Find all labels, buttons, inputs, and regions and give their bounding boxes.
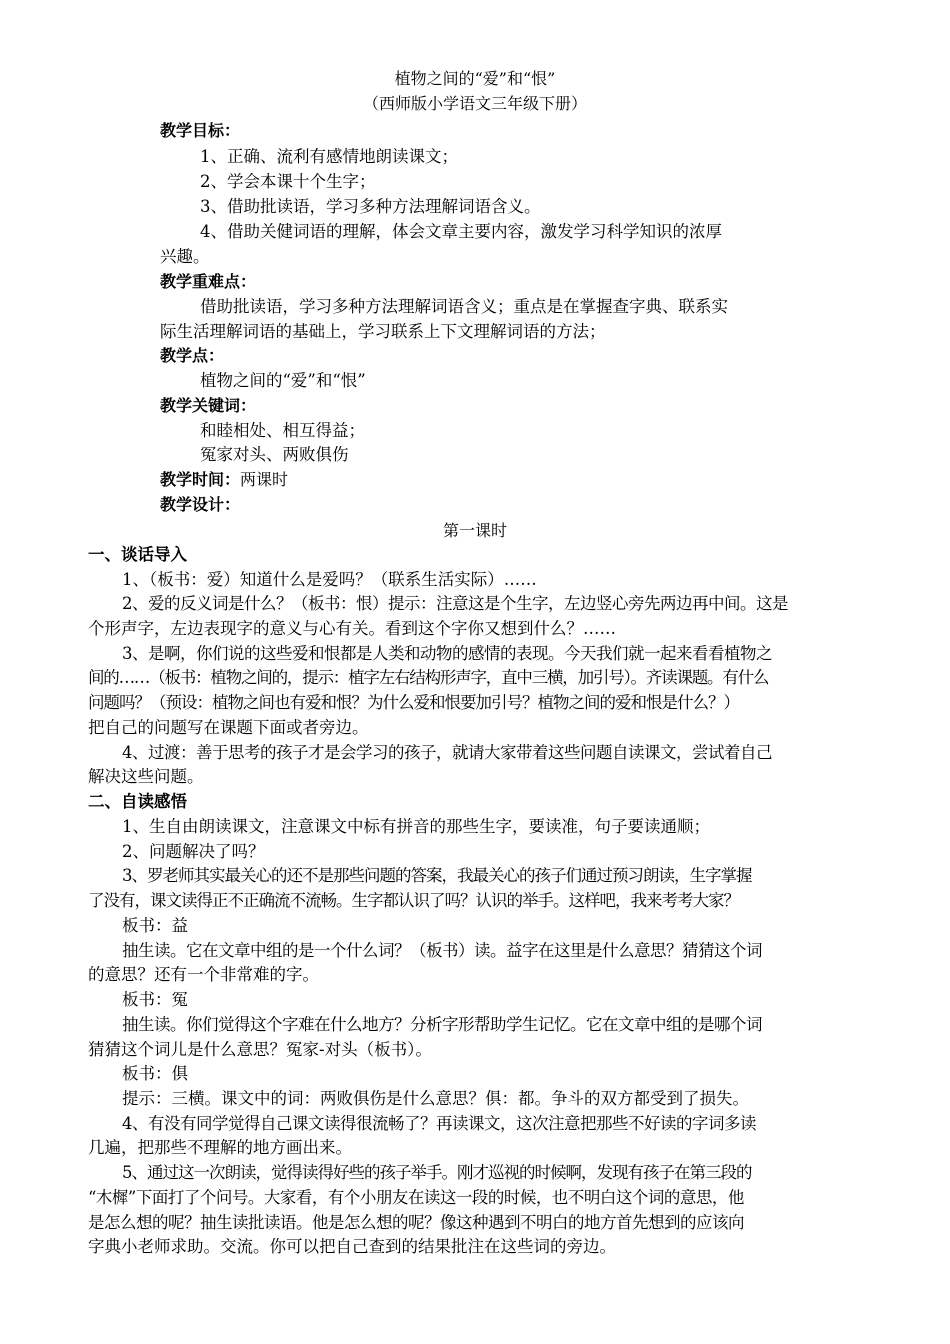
paragraph-line: 问题吗？（预设：植物之间也有爱和恨？为什么爱和恨要加引号？植物之间的爱和恨是什么？）: [88, 693, 739, 712]
paragraph-line: “木樨”下面打了个问号。大家看，有个小朋友在读这一段的时候，也不明白这个词的意思，他: [88, 1188, 744, 1207]
paragraph-line: 猜猜这个词儿是什么意思？冤家-对头（板书）。: [88, 1040, 432, 1059]
paragraph-line: 解决这些问题。: [88, 767, 204, 786]
points-text: 植物之间的“爱”和“恨”: [200, 371, 366, 390]
paragraph-line: 板书：冤: [122, 990, 188, 1009]
section-heading: 二、自读感悟: [88, 792, 187, 811]
page-title: 植物之间的“爱”和“恨”: [394, 69, 556, 88]
paragraph-line: 5、通过这一次朗读，觉得读得好些的孩子举手。刚才巡视的时候啊，发现有孩子在第三段的: [122, 1163, 752, 1182]
paragraph-line: 板书：益: [122, 916, 188, 935]
keywords-text: 和睦相处、相互得益；: [200, 421, 365, 440]
difficulty-heading: 教学重难点：: [160, 272, 257, 291]
paragraph-line: 几遍，把那些不理解的地方画出来。: [88, 1138, 352, 1157]
paragraph-line: 2、问题解决了吗？: [122, 842, 265, 861]
keywords-text: 冤家对头、两败俱伤: [200, 445, 349, 464]
paragraph-line: 3、罗老师其实最关心的还不是那些问题的答案，我最关心的孩子们通过预习朗读，生字掌握: [122, 866, 752, 885]
paragraph-line: 字典小老师求助。交流。你可以把自己查到的结果批注在这些词的旁边。: [88, 1237, 616, 1256]
section-heading: 一、谈话导入: [88, 545, 187, 564]
time-value: 两课时: [240, 470, 289, 489]
paragraph-line: 的意思？还有一个非常难的字。: [88, 965, 319, 984]
design-heading: 教学设计：: [160, 495, 241, 514]
paragraph-line: 1、（板书：爱）知道什么是爱吗？（联系生活实际）……: [122, 570, 537, 589]
paragraph-line: 是怎么想的呢？抽生读批读语。他是怎么想的呢？像这种遇到不明白的地方首先想到的应该向: [88, 1213, 744, 1232]
paragraph-line: 个形声字，左边表现字的意义与心有关。看到这个字你又想到什么？……: [88, 619, 616, 638]
lesson-title: 第一课时: [442, 521, 507, 540]
objective-item: 2、学会本课十个生字；: [200, 172, 376, 191]
paragraph-line: 2、爱的反义词是什么？（板书：恨）提示：注意这是个生字，左边竖心旁先两边再中间。这是: [122, 594, 788, 613]
paragraph-line: 3、是啊，你们说的这些爱和恨都是人类和动物的感情的表现。今天我们就一起来看看植物之: [122, 644, 772, 663]
time-row: [160, 468, 288, 492]
paragraph-line: 抽生读。你们觉得这个字难在什么地方？分析字形帮助学生记忆。它在文章中组的是哪个词: [122, 1015, 762, 1034]
paragraph-line: 间的……（板书：植物之间的，提示：植字左右结构形声字，直中三横，加引号）。齐读课题。有什么: [88, 668, 769, 687]
paragraph-line: 提示：三横。课文中的词：两败俱伤是什么意思？俱：都。争斗的双方都受到了损失。: [122, 1089, 749, 1108]
paragraph-line: 把自己的问题写在课题下面或者旁边。: [88, 718, 369, 737]
objective-item: 3、借助批读语，学习多种方法理解词语含义。: [200, 197, 541, 216]
paragraph-line: 了没有，课文读得正不正确流不流畅。生字都认识了吗？认识的举手。这样吧，我来考考大家？: [88, 891, 739, 910]
objectives-heading: 教学目标：: [160, 121, 241, 140]
paragraph-line: 抽生读。它在文章中组的是一个什么词？（板书）读。益字在这里是什么意思？猜猜这个词: [122, 941, 762, 960]
objective-item-continuation: 兴趣。: [160, 247, 210, 266]
paragraph-line: 板书：俱: [122, 1064, 188, 1083]
objective-item: 4、借助关健词语的理解，体会文章主要内容，激发学习科学知识的浓厚: [200, 222, 722, 241]
paragraph-line: 1、生自由朗读课文，注意课文中标有拼音的那些生字，要读准，句子要读通顺；: [122, 817, 710, 836]
time-heading: 教学时间：: [160, 470, 241, 489]
paragraph-line: 4、有没有同学觉得自己课文读得很流畅了？再读课文，这次注意把那些不好读的字词多读: [122, 1114, 756, 1133]
difficulty-text: 际生活理解词语的基础上，学习联系上下文理解词语的方法；: [160, 322, 606, 341]
difficulty-text: 借助批读语，学习多种方法理解词语含义；重点是在掌握查字典、联系实: [200, 297, 728, 316]
paragraph-line: 4、过渡：善于思考的孩子才是会学习的孩子，就请大家带着这些问题自读课文，尝试着自己: [122, 743, 772, 762]
keywords-heading: 教学关键词：: [160, 396, 257, 415]
page-subtitle: （西师版小学语文三年级下册）: [362, 94, 587, 113]
objective-item: 1、正确、流利有感情地朗读课文；: [200, 147, 458, 166]
points-heading: 教学点：: [160, 346, 225, 365]
